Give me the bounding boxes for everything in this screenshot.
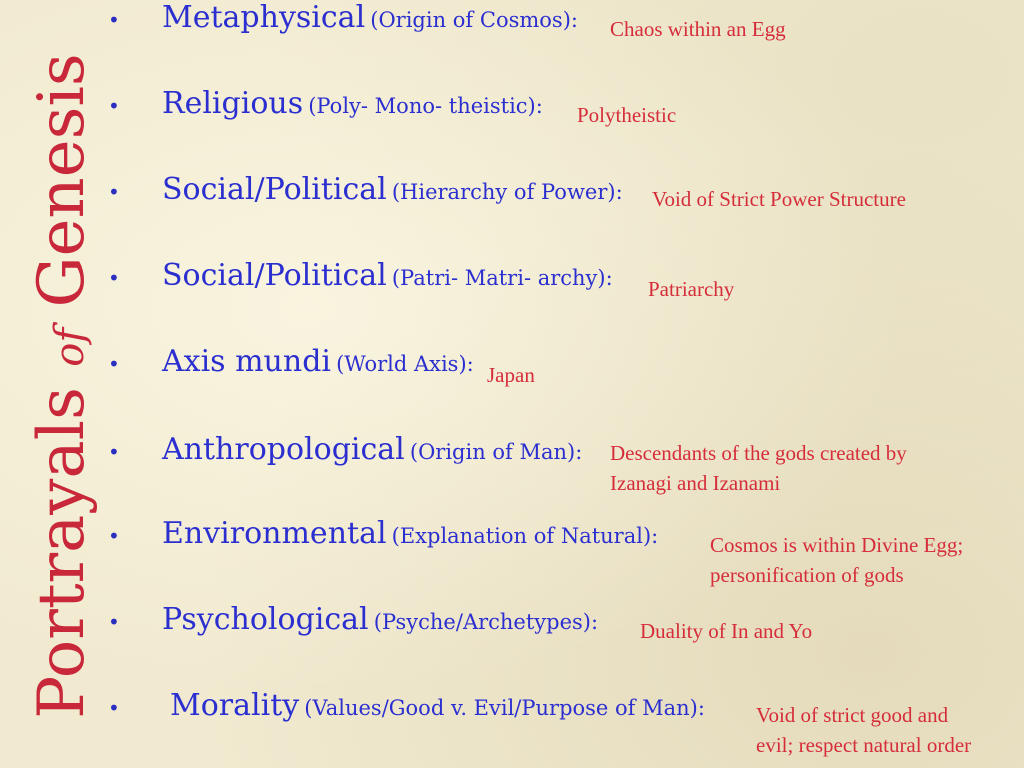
- slide-title: [25, 53, 99, 719]
- answer-line: Descendants of the gods created by: [610, 441, 907, 465]
- item-answer: [610, 438, 907, 498]
- item-answer: [640, 616, 812, 646]
- item-term: Social/Political: [162, 172, 387, 207]
- item-answer: [487, 360, 535, 390]
- item-religious: [162, 86, 543, 121]
- item-answer: [652, 184, 906, 214]
- item-term: Anthropological: [162, 432, 405, 467]
- title-word-portrayals: Portrayals: [25, 387, 99, 719]
- item-subtitle: (Psyche/Archetypes):: [373, 610, 599, 634]
- answer-line: Cosmos is within Divine Egg;: [710, 533, 964, 557]
- title-word-of: of: [47, 327, 93, 367]
- answer-line: evil; respect natural order: [756, 733, 972, 757]
- item-term: Axis mundi: [162, 344, 331, 379]
- item-term: Psychological: [162, 602, 369, 637]
- bullet-icon: •: [108, 266, 120, 290]
- bullet-icon: •: [108, 94, 120, 118]
- item-answer: [710, 530, 963, 590]
- item-term: Morality: [170, 688, 300, 723]
- item-morality: [170, 688, 705, 723]
- item-anthropological: [162, 432, 582, 467]
- answer-line: Polytheistic: [577, 103, 677, 127]
- bullet-icon: •: [108, 610, 120, 634]
- item-social-political-hierarchy: [162, 172, 623, 207]
- item-metaphysical: [162, 0, 578, 35]
- item-answer: [577, 100, 676, 130]
- item-term: Metaphysical: [162, 0, 366, 35]
- item-term: Religious: [162, 86, 304, 121]
- item-answer: [610, 14, 786, 44]
- bullet-icon: •: [108, 8, 120, 32]
- item-subtitle: (Origin of Man):: [409, 440, 583, 464]
- bullet-icon: •: [108, 524, 120, 548]
- bullet-icon: •: [108, 696, 120, 720]
- item-term: Environmental: [162, 516, 387, 551]
- answer-line: Izanagi and Izanami: [610, 471, 781, 495]
- item-subtitle: (Hierarchy of Power):: [391, 180, 623, 204]
- item-answer: [648, 274, 734, 304]
- item-subtitle: (Patri- Matri- archy):: [391, 266, 613, 290]
- answer-line: Void of strict good and: [756, 703, 949, 727]
- bullet-icon: •: [108, 180, 120, 204]
- item-subtitle: (Values/Good v. Evil/Purpose of Man):: [304, 696, 705, 720]
- bullet-icon: •: [108, 440, 120, 464]
- item-psychological: [162, 602, 598, 637]
- bullet-icon: •: [108, 352, 120, 376]
- answer-line: Patriarchy: [648, 277, 735, 301]
- item-axis-mundi: [162, 344, 474, 379]
- item-term: Social/Political: [162, 258, 387, 293]
- item-answer: [756, 700, 971, 760]
- item-environmental: [162, 516, 658, 551]
- item-social-political-archy: [162, 258, 613, 293]
- title-word-genesis: Genesis: [25, 53, 99, 308]
- answer-line: Duality of In and Yo: [640, 619, 813, 643]
- item-subtitle: (Origin of Cosmos):: [370, 8, 578, 32]
- answer-line: Chaos within an Egg: [610, 17, 786, 41]
- answer-line: Japan: [487, 363, 535, 387]
- item-subtitle: (World Axis):: [336, 352, 474, 376]
- answer-line: personification of gods: [710, 563, 904, 587]
- item-subtitle: (Explanation of Natural):: [391, 524, 659, 548]
- item-subtitle: (Poly- Mono- theistic):: [308, 94, 543, 118]
- answer-line: Void of Strict Power Structure: [652, 187, 906, 211]
